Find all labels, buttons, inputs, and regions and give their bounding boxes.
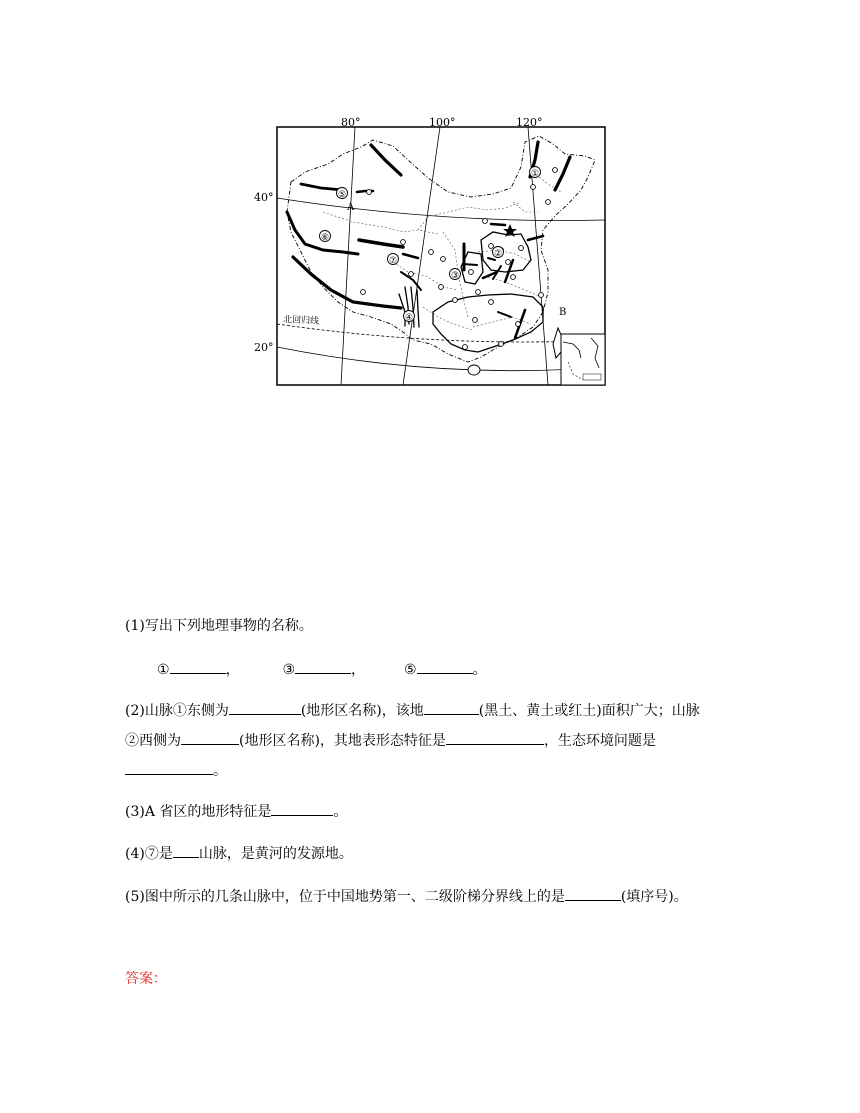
question-1-items: ① ， ③ ， ⑤ 。 bbox=[157, 656, 487, 684]
q2-blank-4[interactable] bbox=[446, 730, 544, 745]
q2-blank-3[interactable] bbox=[181, 730, 239, 745]
marker-6: ⑥ bbox=[320, 233, 330, 243]
lon-label-120: 120° bbox=[516, 116, 543, 129]
marker-3: ③ bbox=[450, 271, 460, 281]
answer-label: 答案： bbox=[125, 971, 167, 987]
lat-label-40: 40° bbox=[254, 191, 274, 204]
marker-1: ① bbox=[530, 169, 540, 179]
china-mountain-map bbox=[243, 112, 613, 392]
q1-item-1: ① bbox=[157, 662, 170, 678]
point-label-b: B bbox=[559, 307, 567, 318]
q3-blank[interactable] bbox=[271, 801, 333, 816]
question-1: (1)写出下列地理事物的名称。 bbox=[125, 618, 313, 634]
q5-blank[interactable] bbox=[565, 886, 621, 901]
tropic-label: 北回归线 bbox=[282, 315, 320, 327]
q1-blank-5[interactable] bbox=[417, 659, 473, 674]
question-2-line-1: (2)山脉①东侧为 (地形区名称)，该地 (黑土、黄土或红土)面积广大；山脉 bbox=[125, 697, 700, 725]
q2-blank-5[interactable] bbox=[125, 760, 213, 775]
question-2-line-3: 。 bbox=[125, 757, 227, 785]
hainan-island bbox=[468, 365, 480, 375]
map-svg bbox=[243, 112, 613, 392]
point-label-a: A bbox=[347, 202, 355, 213]
marker-2: ② bbox=[493, 249, 503, 259]
q1-item-5: ⑤ bbox=[403, 662, 417, 678]
question-4: (4)⑦是 山脉，是黄河的发源地。 bbox=[125, 840, 353, 868]
marker-4: ④ bbox=[404, 313, 414, 323]
lat-label-20: 20° bbox=[254, 341, 274, 354]
q1-blank-3[interactable] bbox=[295, 659, 351, 674]
question-3: (3)A 省区的地形特征是 。 bbox=[125, 798, 347, 826]
q2-blank-1[interactable] bbox=[229, 700, 301, 715]
q1-blank-1[interactable] bbox=[170, 659, 226, 674]
marker-5: ⑤ bbox=[337, 190, 347, 200]
q2-blank-2[interactable] bbox=[424, 700, 479, 715]
q1-item-3: ③ bbox=[282, 662, 296, 678]
lon-label-80: 80° bbox=[341, 116, 361, 129]
q4-blank[interactable] bbox=[173, 843, 199, 858]
question-2-line-2: ②西侧为 (地形区名称)，其地表形态特征是 ，生态环境问题是 bbox=[125, 727, 656, 755]
question-5: (5)图中所示的几条山脉中，位于中国地势第一、二级阶梯分界线上的是 (填序号)。 bbox=[125, 883, 688, 911]
marker-7: ⑦ bbox=[388, 256, 398, 266]
lon-label-100: 100° bbox=[429, 116, 456, 129]
